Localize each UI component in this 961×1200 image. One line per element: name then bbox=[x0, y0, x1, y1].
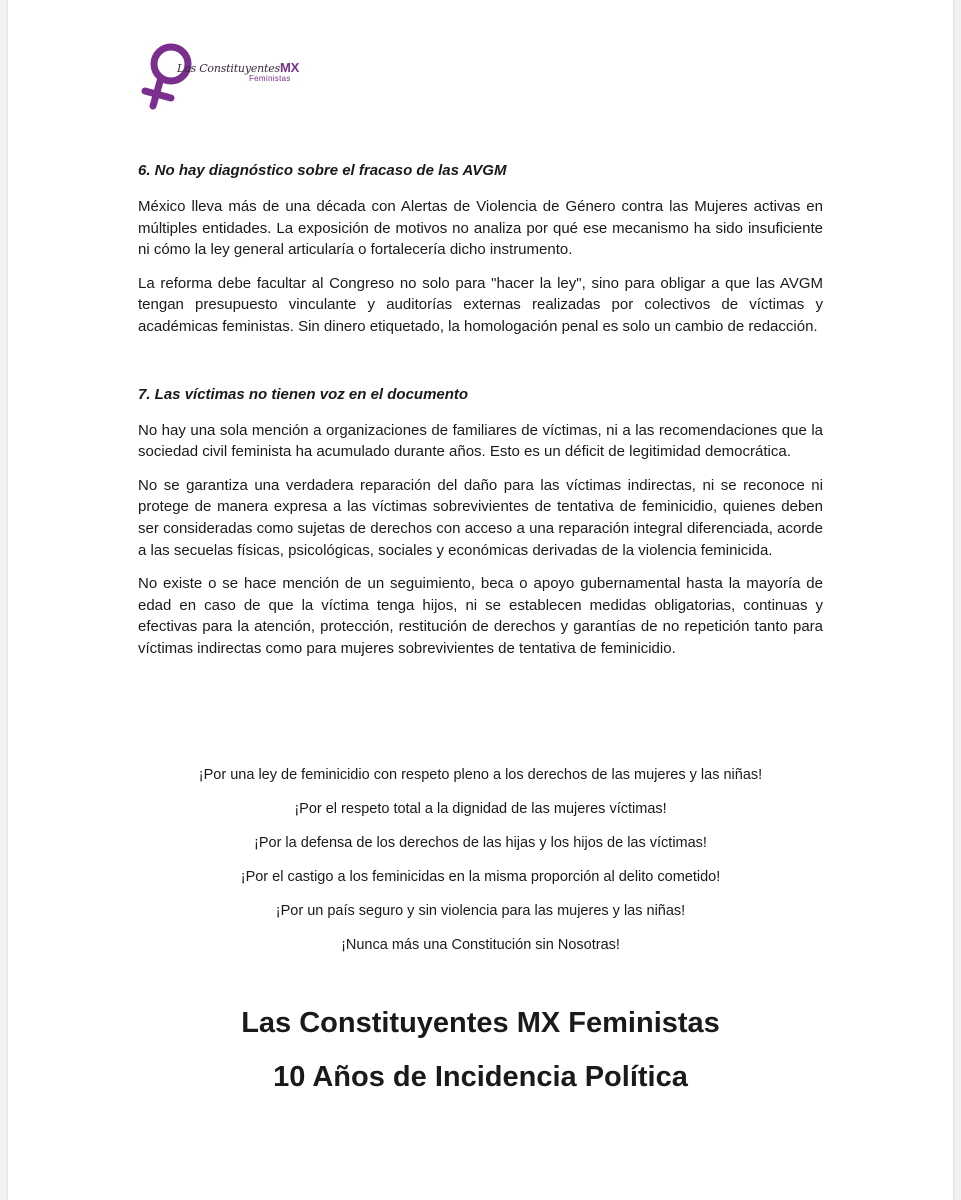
slogan: ¡Por el castigo a los feminicidas en la misma proporción al delito cometido! bbox=[240, 869, 721, 885]
closing-tagline: 10 Años de Incidencia Política bbox=[273, 1061, 688, 1093]
paragraph: No se garantiza una verdadera reparación del daño para las víctimas indirectas, ni se reconoce ni protege de manera expresa a las víctimas sobrevivientes de tentativa de feminicidio, quienes deben ser consideradas como sujetas de derechos con acceso a una reparación integral diferenciada, acorde a las secuelas físicas, psicológicas, sociales y económicas derivadas de la violencia feminicida. bbox=[138, 476, 823, 559]
closing-signature bbox=[8, 1000, 953, 1108]
section-spacer bbox=[138, 350, 823, 384]
section-title: 6. No hay diagnóstico sobre el fracaso de las AVGM bbox=[138, 162, 507, 179]
paragraph: No existe o se hace mención de un seguimiento, beca o apoyo gubernamental hasta la mayoría de edad en caso de que la víctima tenga hijos, ni se establecen medidas obligatorias, continuas y efectivas para la atención, protección, restitución de derechos y garantías de no repetición tanto para víctimas indirectas como para mujeres sobrevivientes de tentativa de feminicidio. bbox=[138, 575, 823, 657]
slogan: ¡Por un país seguro y sin violencia para las mujeres y las niñas! bbox=[275, 903, 686, 919]
venus-symbol-icon bbox=[141, 36, 321, 116]
logo-mx: MX bbox=[280, 60, 300, 75]
closing-organization-name: Las Constituyentes MX Feministas bbox=[241, 1007, 720, 1039]
organization-logo bbox=[141, 36, 321, 116]
logo-title: Las Constituyentes bbox=[177, 62, 281, 75]
section-7 bbox=[138, 384, 823, 660]
logo-subtitle: Feministas bbox=[249, 74, 291, 83]
slogan: ¡Por una ley de feminicidio con respeto pleno a los derechos de las mujeres y las niñas! bbox=[198, 767, 763, 783]
paragraph: No hay una sola mención a organizaciones de familiares de víctimas, ni a las recomendaciones que la sociedad civil feminista ha acumulado durante años. Esto es un déficit de legitimidad democrática. bbox=[138, 421, 823, 461]
paragraph: La reforma debe facultar al Congreso no solo para "hacer la ley", sino para obligar a que las AVGM tengan presupuesto vinculante y auditorías externas realizadas por colectivos de víctimas y académicas feministas. Sin dinero etiquetado, la homologación penal es solo un cambio de redacción. bbox=[138, 274, 823, 335]
section-title: 7. Las víctimas no tienen voz en el documento bbox=[138, 385, 469, 403]
slogans-list bbox=[8, 764, 953, 968]
section-6 bbox=[138, 160, 823, 338]
document-body bbox=[138, 160, 823, 672]
document-page bbox=[8, 0, 953, 1200]
logo-wordmark bbox=[177, 60, 299, 75]
slogan: ¡Por el respeto total a la dignidad de las mujeres víctimas! bbox=[294, 801, 667, 817]
paragraph: México lleva más de una década con Alertas de Violencia de Género contra las Mujeres activas en múltiples entidades. La exposición de motivos no analiza por qué ese mecanismo ha sido insuficiente ni cómo la ley general articularía o fortalecería dicho instrumento. bbox=[138, 198, 823, 259]
slogan: ¡Por la defensa de los derechos de las hijas y los hijos de las víctimas! bbox=[254, 835, 707, 851]
slogan: ¡Nunca más una Constitución sin Nosotras! bbox=[341, 937, 620, 953]
